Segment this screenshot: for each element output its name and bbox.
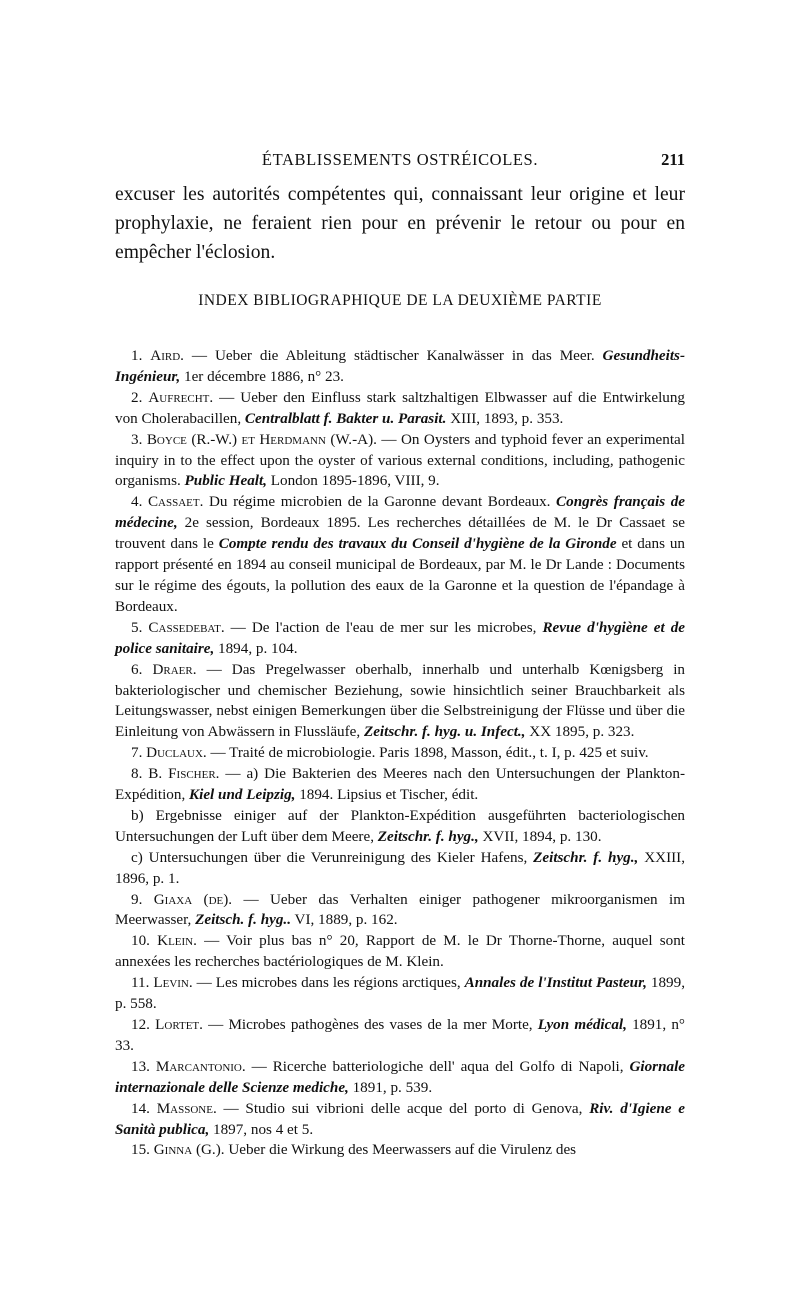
entry-author: Massone. <box>156 1099 217 1117</box>
entry-author: Duclaux. <box>146 744 207 762</box>
entry-journal: Giornale internazionale delle Scienze mediche, <box>115 1057 685 1096</box>
entry-author: Lortet. <box>155 1016 203 1033</box>
bibliography-entry: 11. Levin. — Les microbes dans les régions arctiques, Annales de l'Institut Pasteur, 1899, p. 558. <box>115 974 685 1013</box>
bibliography-list <box>115 346 685 1161</box>
entry-author: Aufrecht. <box>148 388 214 406</box>
bibliography-entry: 6. Draer. — Das Pregelwasser oberhalb, innerhalb und unterhalb Kœnigsberg in bakteriologischer und chemischer Beziehung, sowie hinsichtlich seiner Brauchbarkeit als Leitungswasser, nebst einigen Bemerkungen über die Selbstreinigung der Flüsse und über die Einleitung von Abwässern in Flussläufe, Zeitschr. f. hyg. u. Infect., XX 1895, p. 323. <box>115 660 685 741</box>
entry-journal-secondary: Compte rendu des travaux du Conseil d'hygiène de la Gironde <box>218 535 617 553</box>
entry-author: Klein. <box>157 932 197 950</box>
bibliography-subentry: b) Ergebnisse einiger auf der Plankton-Expédition ausgeführten bacteriologischen Untersuchungen der Luft über dem Meere, Zeitschr. f. hyg., XVII, 1894, p. 130. <box>115 806 685 845</box>
entry-author: Boyce (R.-W.) et Herdmann (W.-A). <box>146 430 377 448</box>
bibliography-entry: 8. B. Fischer. — a) Die Bakterien des Meeres nach den Untersuchungen der Plankton-Expédition, Kiel und Leipzig, 1894. Lipsius et Tischer, édit. <box>115 765 685 804</box>
bibliography-entry: 7. Duclaux. — Traité de microbiologie. Paris 1898, Masson, édit., t. I, p. 425 et suiv. <box>131 744 649 762</box>
entry-author: Ginna (G.). <box>153 1141 225 1159</box>
entry-journal: Centralblatt f. Bakter u. Parasit. <box>244 409 447 427</box>
entry-journal: Kiel und Leipzig, <box>189 786 296 804</box>
bibliography-entry: 4. Cassaet. Du régime microbien de la Garonne devant Bordeaux. Congrès français de médecine, 2e session, Bordeaux 1895. Les recherches détaillées de M. le Dr Cassaet se trouvent dans le Compte rendu des travaux du Conseil d'hygiène de la Gironde et dans un rapport présenté en 1894 au conseil municipal de Bordeaux, par M. le Dr Lande : Documents sur le régime des égouts, la pollution des eaux de la Garonne et la question de l'épandage à Bordeaux. <box>115 493 685 615</box>
entry-journal: Lyon médical, <box>537 1016 627 1033</box>
bibliography-entry: 2. Aufrecht. — Ueber den Einfluss stark saltzhaltigen Elbwasser auf die Entwirkelung von Cholerabacillen, Centralblatt f. Bakter u. Parasit. XIII, 1893, p. 353. <box>115 388 685 427</box>
index-title: INDEX BIBLIOGRAPHIQUE DE LA DEUXIÈME PARTIE <box>198 292 602 309</box>
entry-journal: Congrès français de médecine, <box>115 493 685 532</box>
entry-journal: Zeitschr. f. hyg., <box>377 827 479 845</box>
entry-journal: Zeitschr. f. hyg. u. Infect., <box>363 723 526 741</box>
bibliography-entry: 3. Boyce (R.-W.) et Herdmann (W.-A). — On Oysters and typhoid fever an experimental inquiry in to the effect upon the oyster of various external conditions, including, pathogenic organisms. Public Healt, London 1895-1896, VIII, 9. <box>115 430 685 490</box>
bibliography-entry: 13. Marcantonio. — Ricerche batteriologiche dell' aqua del Golfo di Napoli, Giornale internazionale delle Scienze mediche, 1891, p. 539. <box>115 1057 685 1096</box>
entry-journal: Zeitschr. f. hyg., <box>533 848 639 866</box>
bibliography-entry: 1. Aird. — Ueber die Ableitung städtischer Kanalwässer in das Meer. Gesundheits-Ingénieur, 1er décembre 1886, n° 23. <box>115 347 685 385</box>
bibliography-entry: 5. Cassedebat. — De l'action de l'eau de mer sur les microbes, Revue d'hygiène et de police sanitaire, 1894, p. 104. <box>115 618 685 657</box>
entry-author: Cassaet. <box>147 493 204 511</box>
entry-author: Cassedebat. <box>148 618 225 636</box>
entry-journal: Gesundheits-Ingénieur, <box>115 347 685 385</box>
entry-journal: Public Healt, <box>184 472 267 490</box>
entry-author: Draer. <box>152 660 197 678</box>
running-head <box>115 150 685 174</box>
bibliography-entry: 10. Klein. — Voir plus bas n° 20, Rapport de M. le Dr Thorne-Thorne, auquel sont annexées les recherches bactériologiques de M. Klein. <box>115 932 685 971</box>
bibliography-entry: 15. Ginna (G.). Ueber die Wirkung des Meerwassers auf die Virulenz des <box>131 1141 577 1159</box>
bibliography-entry: 12. Lortet. — Microbes pathogènes des vases de la mer Morte, Lyon médical, 1891, n° 33. <box>115 1016 685 1054</box>
page-number: 211 <box>661 150 685 169</box>
running-title: ÉTABLISSEMENTS OSTRÉICOLES. <box>261 150 539 169</box>
entry-author: Marcantonio. <box>155 1057 246 1075</box>
bibliography-entry: 9. Giaxa (de). — Ueber das Verhalten einiger pathogener mikroorganismen im Meerwasser, Zeitsch. f. hyg.. VI, 1889, p. 162. <box>115 890 685 929</box>
entry-journal: Zeitsch. f. hyg.. <box>195 911 291 929</box>
bibliography-entry: 14. Massone. — Studio sui vibrioni delle acque del porto di Genova, Riv. d'Igiene e Sanità publica, 1897, nos 4 et 5. <box>115 1099 685 1138</box>
entry-journal: Riv. d'Igiene e Sanità publica, <box>115 1099 685 1138</box>
entry-journal: Revue d'hygiène et de police sanitaire, <box>115 618 685 657</box>
entry-author: Giaxa (de). <box>153 890 233 908</box>
entry-author: B. Fischer. <box>148 765 220 783</box>
entry-author: Levin. <box>153 974 193 992</box>
intro-paragraph: excuser les autorités compétentes qui, connaissant leur origine et leur prophylaxie, ne feraient rien pour en prévenir le retour ou pour en empêcher l'éclosion. <box>115 184 685 263</box>
bibliography-subentry: c) Untersuchungen über die Verunreinigung des Kieler Hafens, Zeitschr. f. hyg., XXIII, 1896, p. 1. <box>115 848 685 887</box>
entry-author: Aird. <box>150 347 184 364</box>
entry-journal: Annales de l'Institut Pasteur, <box>464 974 647 992</box>
